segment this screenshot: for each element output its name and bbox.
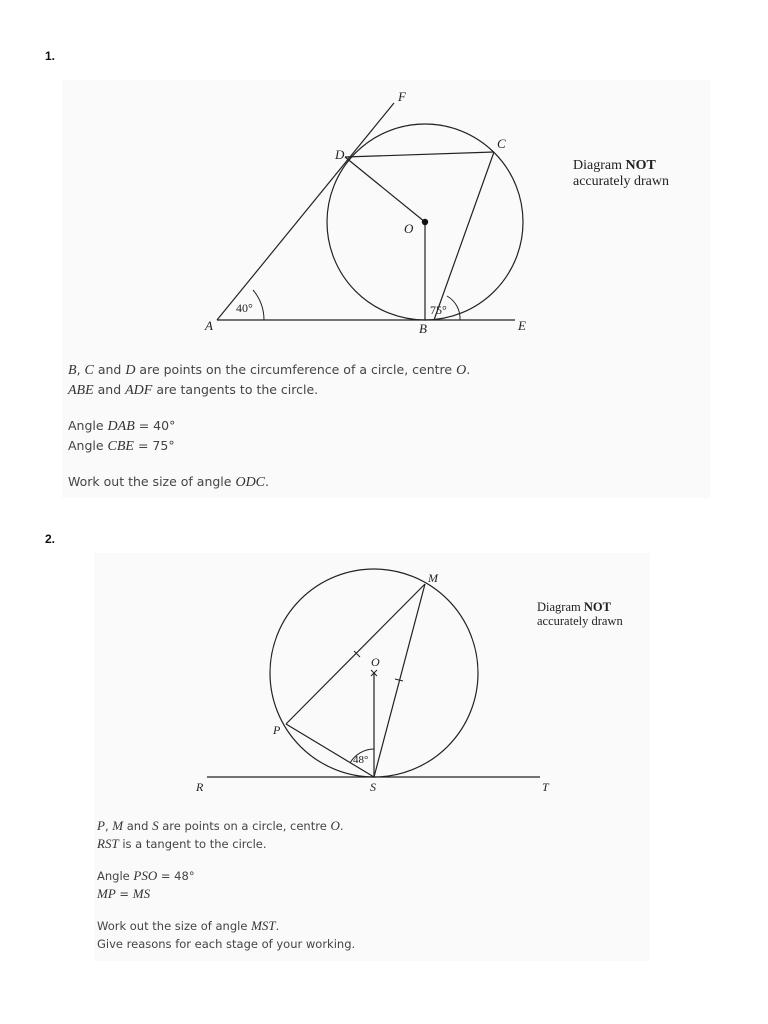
radius-od bbox=[345, 157, 425, 222]
question-number-2: 2. bbox=[45, 532, 56, 546]
angle-label-48: 48° bbox=[353, 754, 369, 766]
diagram-note-2: Diagram NOT accurately drawn bbox=[537, 600, 623, 629]
label-e: E bbox=[518, 318, 526, 333]
label-m: M bbox=[428, 571, 438, 585]
label-t: T bbox=[542, 780, 549, 794]
chord-dc bbox=[345, 152, 494, 157]
angle-label-40: 40° bbox=[236, 301, 253, 315]
label-d: D bbox=[335, 147, 345, 162]
angle-arc-b bbox=[447, 296, 460, 320]
label-p: P bbox=[273, 723, 281, 737]
q2-angle-pso: Angle PSO = 48° bbox=[97, 868, 195, 883]
q1-angle-cbe: Angle CBE = 75° bbox=[68, 438, 175, 454]
q1-statement-points: B, C and D are points on the circumference of a circle, centre O. bbox=[68, 362, 471, 378]
q2-statement-tangent: RST is a tangent to the circle. bbox=[97, 836, 267, 851]
angle-arc-a bbox=[253, 290, 264, 320]
question-1-text bbox=[68, 360, 470, 492]
chord-ps bbox=[286, 724, 374, 777]
q1-task: Work out the size of angle ODC. bbox=[68, 474, 269, 490]
label-c: C bbox=[497, 136, 506, 151]
label-s: S bbox=[370, 780, 376, 794]
question-2-text bbox=[97, 817, 355, 953]
label-b: B bbox=[419, 321, 427, 336]
diagram-note-1: Diagram NOT accurately drawn bbox=[573, 158, 669, 190]
label-f: F bbox=[398, 89, 406, 104]
q1-angle-dab: Angle DAB = 40° bbox=[68, 418, 176, 434]
circle-diagram-2 bbox=[0, 520, 768, 820]
tangent-line-adf bbox=[217, 103, 394, 320]
question-number-1: 1. bbox=[45, 49, 56, 63]
angle-label-75: 75° bbox=[430, 303, 447, 317]
q2-task-reasons: Give reasons for each stage of your working. bbox=[97, 937, 356, 951]
chord-cb bbox=[434, 152, 494, 320]
centre-point-o bbox=[422, 219, 428, 225]
q1-statement-tangents: ABE and ADF are tangents to the circle. bbox=[68, 382, 319, 398]
q2-statement-points: P, M and S are points on a circle, centre O. bbox=[97, 818, 344, 833]
label-r: R bbox=[196, 780, 204, 794]
q2-equal-sides: MP = MS bbox=[97, 886, 151, 901]
chord-pm bbox=[286, 584, 425, 724]
label-o: O bbox=[404, 221, 414, 236]
q2-task: Work out the size of angle MST. bbox=[97, 918, 280, 933]
label-a: A bbox=[205, 318, 213, 333]
label-o2: O bbox=[371, 655, 380, 669]
